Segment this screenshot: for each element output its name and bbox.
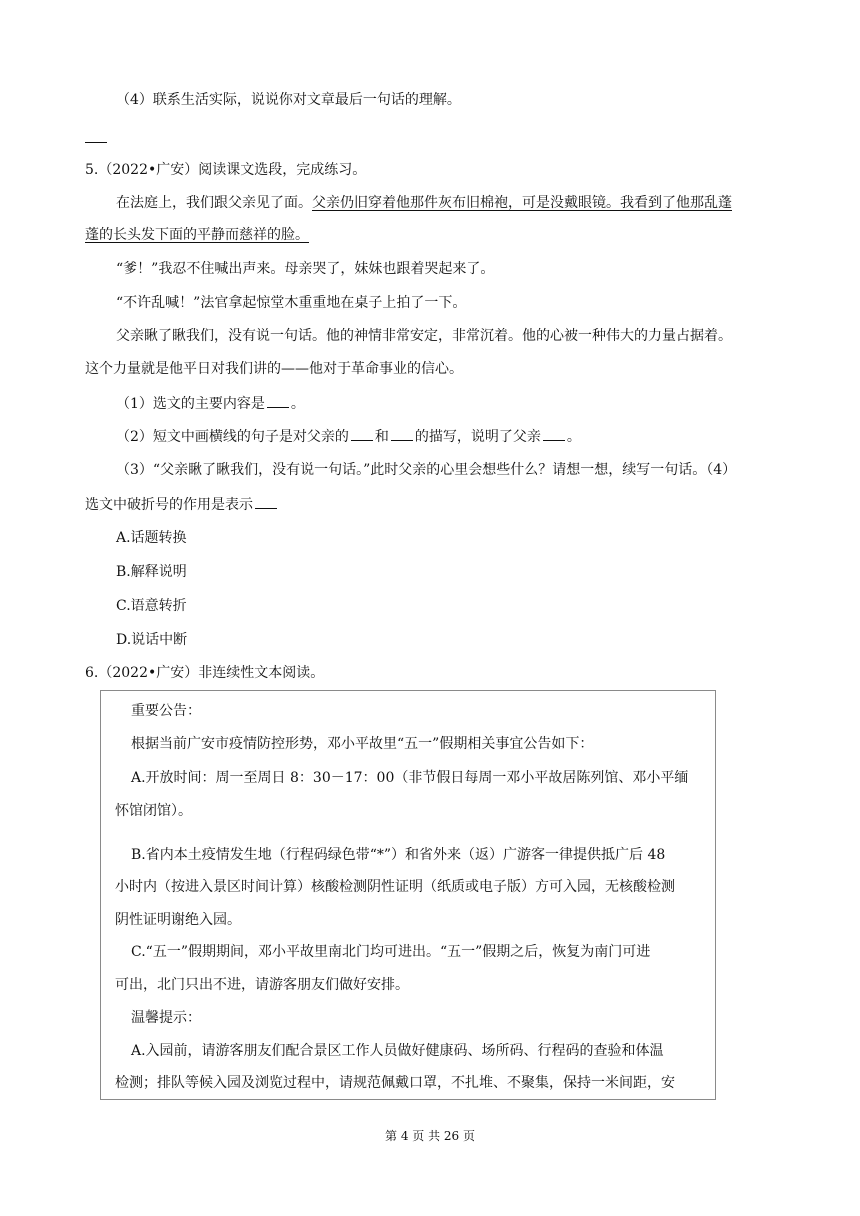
question-1: （1）选文的主要内容是 。 [116,393,305,414]
question-3-text-b: 选文中破折号的作用是表示 [85,497,253,513]
question-2-text-a: （2）短文中画横线的句子是对父亲的 [116,429,349,445]
question-2-blank-1 [351,426,373,441]
notice-title: 重要公告： [131,703,201,719]
question-2-blank-3 [543,426,565,441]
question-2-text-b: 和 [374,429,389,445]
passage-paragraph-2: “爹！”我忍不住喊出声来。母亲哭了，妹妹也跟着哭起来了。 [116,261,495,277]
option-a: A.话题转换 [116,530,187,546]
question-2-text-c: 的描写，说明了父亲 [414,429,541,445]
underlined-sentence-part-2: 蓬的长头发下面的平静而慈祥的脸。 [85,227,309,243]
question-2: （2）短文中画横线的句子是对父亲的 和 的描写，说明了父亲 。 [116,426,581,447]
notice-box [100,690,716,1100]
question-3-blank [255,494,277,509]
notice-item-c-line-2: 可出，北门只出不进，请游客朋友们做好安排。 [115,977,409,993]
question-1-blank [267,393,289,408]
q5-header: 5.（2022•广安）阅读课文选段，完成练习。 [85,162,367,178]
notice-item-b-line-2: 小时内（按进入景区时间计算）核酸检测阴性证明（纸质或电子版）方可入园，无核酸检测 [115,879,675,895]
passage-paragraph-1 [116,193,732,213]
notice-item-a-line-1: A.开放时间：周一至周日 8：30－17：00（非节假日每周一邓小平故居陈列馆、邓小平缅 [131,770,689,786]
notice-item-b-line-3: 阴性证明谢绝入园。 [115,912,241,928]
notice-item-b-line-1: B.省内本土疫情发生地（行程码绿色带“*”）和省外来（返）广游客一律提供抵广后 48 [131,847,666,863]
question-1-text: （1）选文的主要内容是 [116,396,265,412]
option-b: B.解释说明 [116,564,187,580]
notice-item-c-line-1: C.“五一”假期期间，邓小平故里南北门均可进出。“五一”假期之后，恢复为南门可进 [131,944,651,960]
option-c: C.语意转折 [116,598,187,614]
tip-a-line-1: A.入园前，请游客朋友们配合景区工作人员做好健康码、场所码、行程码的查验和体温 [131,1043,664,1059]
page-footer: 第 4 页 共 26 页 [385,1129,475,1143]
question-3-line-2 [85,494,279,515]
passage-paragraph-4-line-1: 父亲瞅了瞅我们，没有说一句话。他的神情非常安定，非常沉着。他的心被一种伟大的力量占据着。 [116,328,732,344]
passage-p1-start: 在法庭上，我们跟父亲见了面。 [116,195,312,211]
option-d: D.说话中断 [116,632,188,648]
question-2-blank-2 [391,426,413,441]
tip-a-line-2: 检测；排队等候入园及浏览过程中，请规范佩戴口罩，不扎堆、不聚集，保持一米间距，安 [115,1075,675,1091]
underlined-sentence-part-1: 父亲仍旧穿着他那件灰布旧棉袍，可是没戴眼镜。我看到了他那乱蓬 [312,195,732,211]
q4-item: （4）联系生活实际，说说你对文章最后一句话的理解。 [116,92,461,108]
q4-answer-blank [85,128,107,149]
tips-title: 温馨提示： [131,1010,201,1026]
passage-paragraph-3: “不许乱喊！”法官拿起惊堂木重重地在桌子上拍了一下。 [116,295,467,311]
notice-intro: 根据当前广安市疫情防控形势，邓小平故里“五一”假期相关事宜公告如下： [131,736,594,752]
passage-paragraph-4-line-2: 这个力量就是他平日对我们讲的——他对于革命事业的信心。 [85,361,463,377]
q6-header: 6.（2022•广安）非连续性文本阅读。 [85,665,325,681]
notice-item-a-line-2: 怀馆闭馆）。 [115,803,192,819]
question-3-line-1: （3）“父亲瞅了瞅我们，没有说一句话。”此时父亲的心里会想些什么？请想一想，续写一句话。（4） [116,462,737,478]
